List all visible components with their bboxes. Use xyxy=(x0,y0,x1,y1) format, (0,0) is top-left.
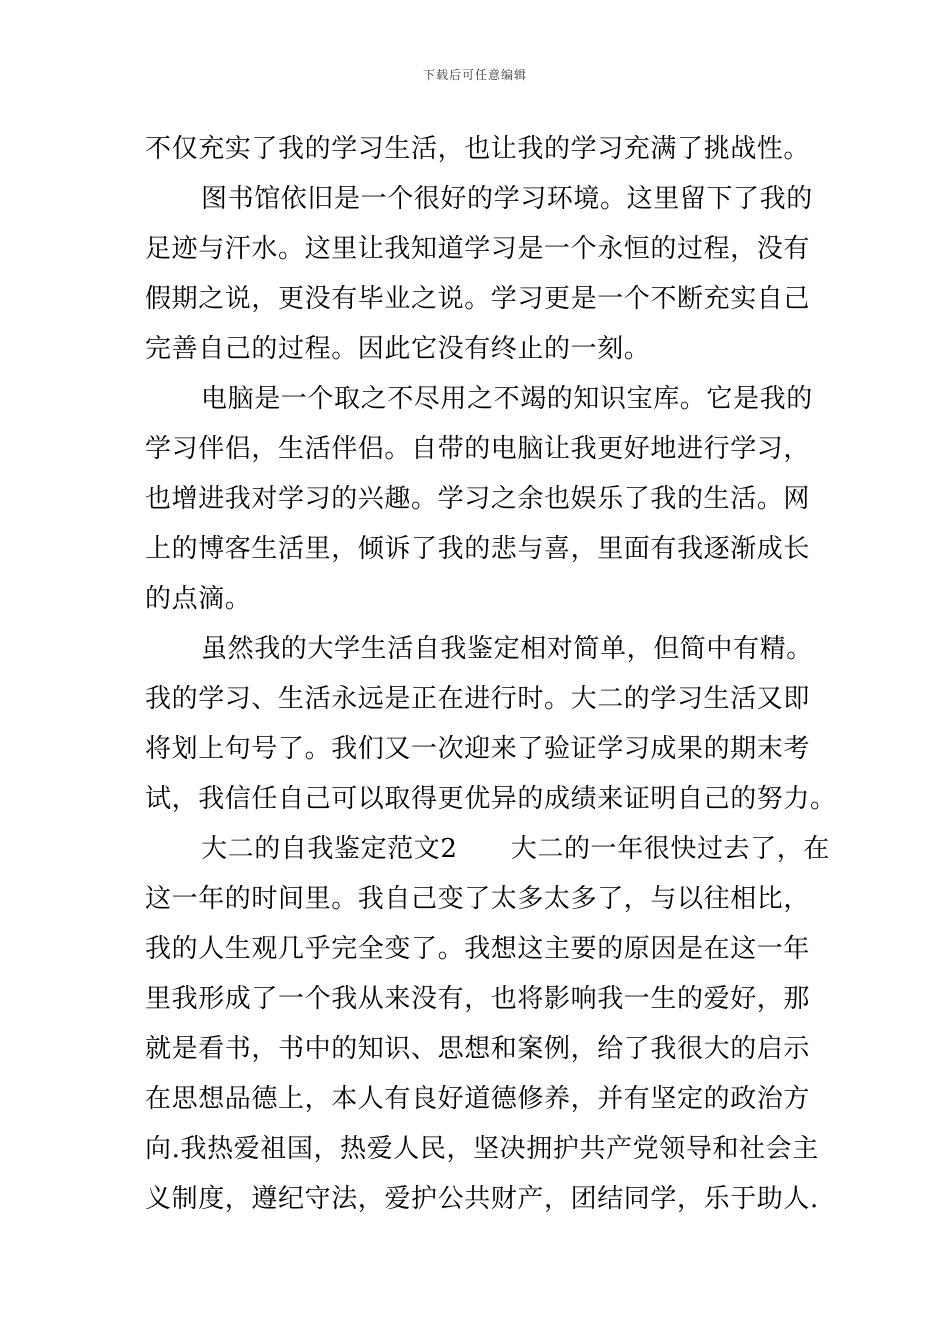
text-line: 大二的自我鉴定范文2 大二的一年很快过去了，在 xyxy=(201,834,830,864)
text-line: 图书馆依旧是一个很好的学习环境。这里留下了我的 xyxy=(201,184,813,214)
text-line: 学习伴侣，生活伴侣。自带的电脑让我更好地进行学习， xyxy=(145,434,811,464)
text-line: 义制度，遵纪守法，爱护公共财产，团结同学，乐于助人. xyxy=(145,1184,819,1214)
text-line: 不仅充实了我的学习生活，也让我的学习充满了挑战性。 xyxy=(145,134,811,164)
text-line: 就是看书，书中的知识、思想和案例，给了我很大的启示 xyxy=(145,1034,811,1064)
text-line: 足迹与汗水。这里让我知道学习是一个永恒的过程，没有 xyxy=(145,234,811,264)
text-line: 电脑是一个取之不尽用之不竭的知识宝库。它是我的 xyxy=(201,384,813,414)
text-line: 在思想品德上，本人有良好道德修养，并有坚定的政治方 xyxy=(145,1084,811,1114)
text-line: 我的学习、生活永远是正在进行时。大二的学习生活又即 xyxy=(145,684,811,714)
text-line: 假期之说，更没有毕业之说。学习更是一个不断充实自己 xyxy=(145,284,811,314)
text-line: 也增进我对学习的兴趣。学习之余也娱乐了我的生活。网 xyxy=(145,484,811,514)
text-line: 我的人生观几乎完全变了。我想这主要的原因是在这一年 xyxy=(145,934,811,964)
text-line: 上的博客生活里，倾诉了我的悲与喜，里面有我逐渐成长 xyxy=(145,534,811,564)
text-line: 试，我信任自己可以取得更优异的成绩来证明自己的努力。 xyxy=(145,784,837,814)
text-line: 将划上句号了。我们又一次迎来了验证学习成果的期末考 xyxy=(145,734,811,764)
page-header: 下载后可任意编辑 xyxy=(422,68,527,82)
text-line: 虽然我的大学生活自我鉴定相对简单，但简中有精。 xyxy=(201,634,813,664)
text-line: 完善自己的过程。因此它没有终止的一刻。 xyxy=(145,334,651,364)
text-line: 里我形成了一个我从来没有，也将影响我一生的爱好，那 xyxy=(145,984,811,1014)
text-line: 这一年的时间里。我自己变了太多太多了，与以往相比， xyxy=(145,884,811,914)
text-line: 的点滴。 xyxy=(145,584,252,614)
text-line: 向.我热爱祖国，热爱人民，坚决拥护共产党领导和社会主 xyxy=(145,1134,819,1164)
